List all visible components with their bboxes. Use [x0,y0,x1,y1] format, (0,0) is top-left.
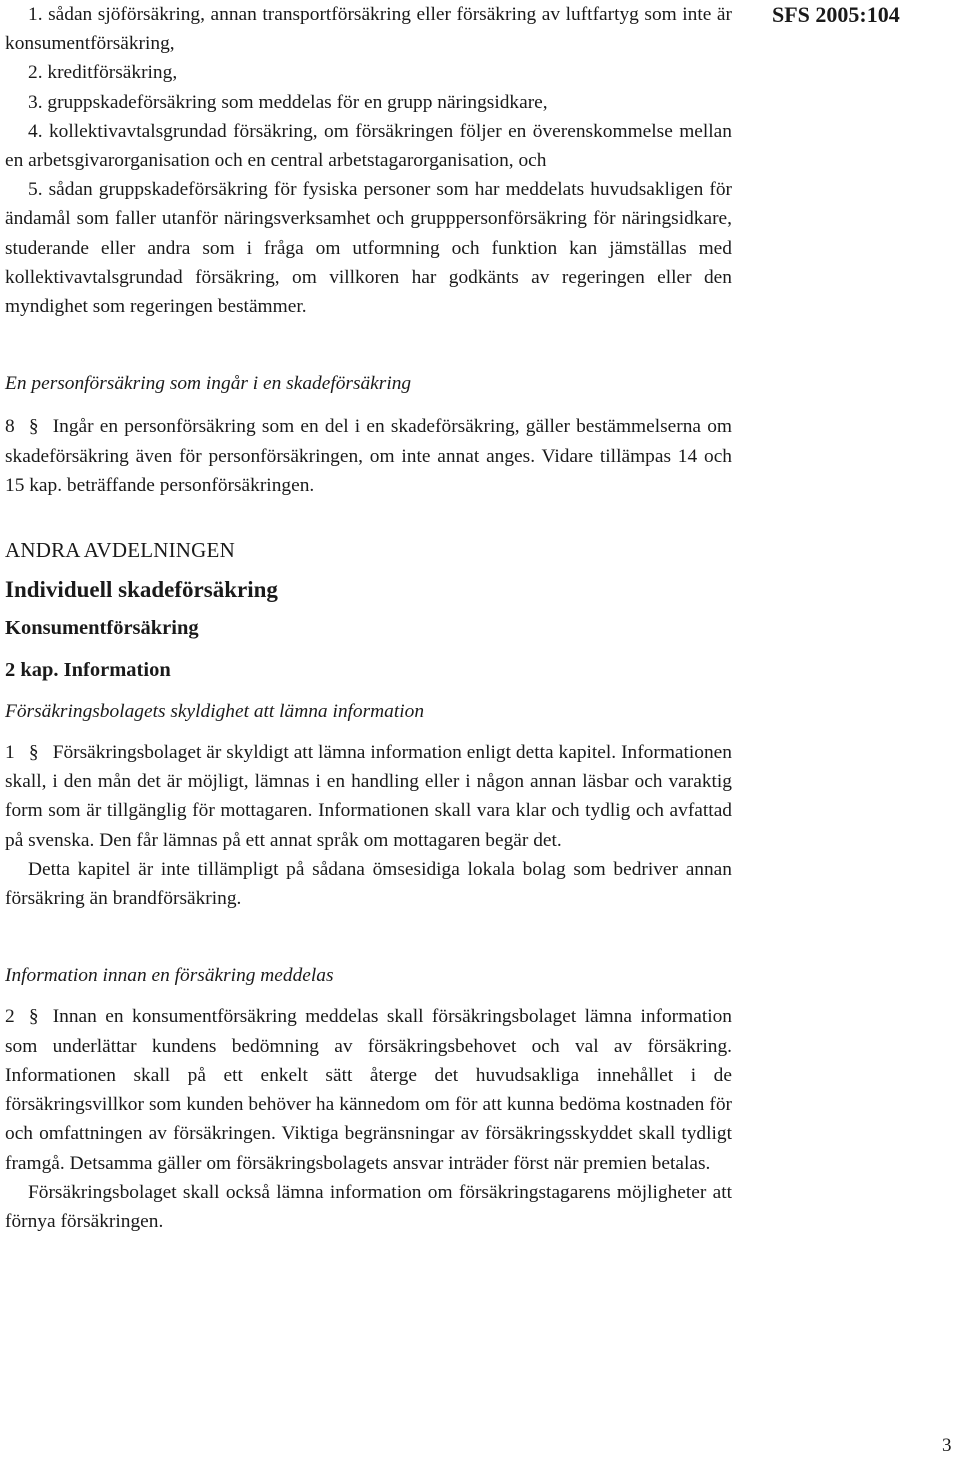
subtitle-heading: Konsumentförsäkring [5,617,199,640]
section-paragraph [5,1002,732,1177]
section-mark: § [28,742,39,764]
page-number: 3 [942,1435,952,1456]
section-heading: En personförsäkring som ingår i en skadeförsäkring [5,373,412,395]
chapter-heading: 2 kap. Information [5,658,171,681]
document-reference: SFS 2005:104 [772,2,900,27]
section-text: Innan en konsumentförsäkring meddelas skall försäkringsbolaget lämna information som underlättar kundens bedömning av försäkringsbehovet och val av försäkring. Informationen skall på ett enkelt sätt återge det huvudsakliga innehållet i de försäkringsvillkor som kunden behöver ha kännedom om för att kunna bedöma kostnaden för och omfattningen av försäkringen. Viktiga begränsningar av försäkringsskyddet skall tydligt framgå. Detsamma gäller om försäkringsbolagets ansvar inträder först när premien betalas. [5,1006,732,1174]
list-item: 2. kreditförsäkring, [28,62,178,84]
section-paragraph [5,738,732,855]
title-heading: Individuell skadeförsäkring [5,577,278,603]
section-paragraph: Försäkringsbolaget skall också lämna information om försäkringstagarens möjligheter att förnya försäkringen. [5,1181,732,1232]
section-text: Försäkringsbolaget är skyldigt att lämna information enligt detta kapitel. Informationen skall, i den mån det är möjligt, lämnas i en handling eller i någon annan läsbar och varaktig form som är tillgänglig för mottagaren. Informationen skall vara klar och tydlig och avfattad på svenska. Den får lämnas på ett annat språk om mottagaren begär det. [5,742,732,851]
section-number: 2 [5,1006,15,1028]
section-heading: Information innan en försäkring meddelas [5,965,334,987]
list-item: 4. kollektivavtalsgrundad försäkring, om försäkringen följer en överenskommelse mellan en arbetsgivarorganisation och en central arbetstagarorganisation, och [5,120,732,172]
section-paragraph [5,412,732,500]
list-item: 5. sådan gruppskadeförsäkring för fysiska personer som har meddelats huvudsakligen för ändamål som faller utanför näringsverksamhet och grupppersonförsäkring för näringsidkare, studerande eller andra som i fråga om utformning och funktion kan jämställas med kollektivavtalsgrundad försäkring, om villkoren har godkänts av regeringen eller den myndighet som regeringen bestämmer. [5,179,732,318]
section-paragraph: Detta kapitel är inte tillämpligt på sådana ömsesidiga lokala bolag som bedriver annan försäkring än brandförsäkring. [5,858,732,910]
part-heading: ANDRA AVDELNINGEN [5,538,235,563]
section-number: 8 [5,416,15,438]
section-heading: Försäkringsbolagets skyldighet att lämna information [5,700,425,722]
section-mark: § [28,416,39,438]
section-number: 1 [5,742,15,764]
document-body [5,0,732,1236]
list-item: 3. gruppskadeförsäkring som meddelas för en grupp näringsidkare, [28,91,548,113]
section-text: Ingår en personförsäkring som en del i en skadeförsäkring, gäller bestämmelserna om skadeförsäkring även för personförsäkringen, om inte annat anges. Vidare tillämpas 14 och 15 kap. beträffande personförsäkringen. [5,416,732,496]
section-mark: § [28,1006,39,1028]
list-item: 1. sådan sjöförsäkring, annan transportförsäkring eller försäkring av luftfartyg som inte är konsumentförsäkring, [5,4,732,55]
